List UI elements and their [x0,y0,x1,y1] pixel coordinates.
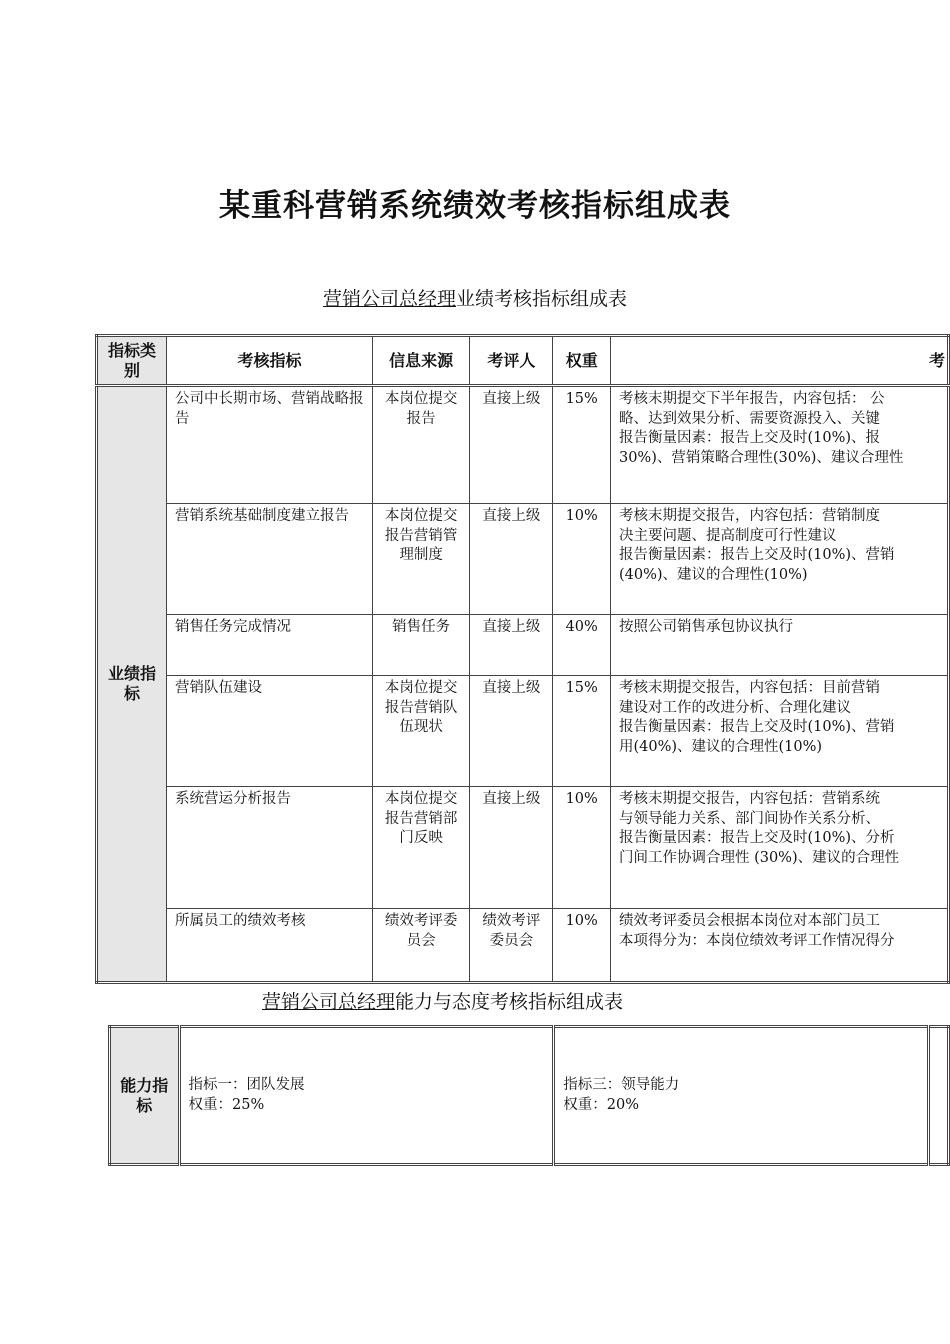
source-cell: 绩效考评委员会 [373,909,470,983]
source-cell: 本岗位提交报告营销管理制度 [373,504,470,615]
ability-name: 指标三：领导能力 [563,1077,680,1093]
table-row [97,615,949,676]
table1-subtitle-role: 营销公司总经理 [322,288,456,310]
ability-cell-2 [554,1027,929,1165]
indicator-cell: 营销系统基础制度建立报告 [166,504,372,615]
evaluator-cell: 直接上级 [470,504,553,615]
header-evaluator: 考评人 [470,336,553,386]
detail-line: 报告衡量因素：报告上交及时(10%)、营销 [618,719,895,735]
detail-line: 考核末期提交报告，内容包括：目前营销 [618,680,880,696]
evaluator-cell: 直接上级 [470,676,553,787]
table-row [97,787,949,909]
evaluator-cell: 直接上级 [470,386,553,504]
detail-line: 报告衡量因素：报告上交及时(10%)、营销 [618,547,895,563]
table-row [110,1027,949,1165]
table2-subtitle [262,987,623,1014]
weight-cell: 15% [553,676,611,787]
header-weight: 权重 [553,336,611,386]
category-cell: 能力指标 [110,1027,180,1165]
weight-cell: 10% [553,909,611,983]
performance-indicator-table [95,334,950,984]
indicator-cell: 系统营运分析报告 [166,787,372,909]
detail-line: 略、达到效果分析、需要资源投入、关键 [618,410,880,427]
table2-subtitle-role: 营销公司总经理 [262,991,396,1013]
detail-line: 考核末期提交报告，内容包括：营销系统 [618,791,880,807]
table-header-row [97,336,949,386]
detail-cell [610,909,948,983]
detail-line: 建设对工作的改进分析、合理化建议 [618,699,851,716]
weight-cell: 15% [553,386,611,504]
category-cell: 业绩指标 [97,386,167,983]
table-row [97,386,949,504]
header-source: 信息来源 [373,336,470,386]
indicator-cell: 所属员工的绩效考核 [166,909,372,983]
ability-weight: 权重：20% [563,1096,639,1113]
detail-line: 报告衡量因素：报告上交及时(10%)、报 [618,430,881,446]
indicator-cell: 销售任务完成情况 [166,615,372,676]
detail-cell [610,504,948,615]
detail-cell [610,615,948,676]
header-category: 指标类别 [97,336,167,386]
detail-line: 与领导能力关系、部门间协作关系分析、 [618,810,880,827]
detail-line: 本项得分为：本岗位绩效考评工作情况得分 [618,932,895,949]
detail-line: 决主要问题、提高制度可行性建议 [618,527,837,544]
source-cell: 本岗位提交报告营销部门反映 [373,787,470,909]
weight-cell: 10% [553,504,611,615]
detail-line: 考核末期提交下半年报告，内容包括： 公 [618,391,885,407]
evaluator-cell: 绩效考评委员会 [470,909,553,983]
table1-subtitle [0,284,950,311]
table-row [97,676,949,787]
table-row [97,909,949,983]
document-title: 某重科营销系统绩效考核指标组成表 [219,188,731,224]
ability-weight: 权重：25% [188,1096,265,1113]
header-indicator: 考核指标 [166,336,372,386]
detail-line: (40%)、建议的合理性(10%) [618,566,808,583]
evaluator-cell: 直接上级 [470,615,553,676]
weight-cell: 40% [553,615,611,676]
detail-cell [610,676,948,787]
ability-name: 指标一：团队发展 [188,1077,305,1093]
source-cell: 本岗位提交报告营销队伍现状 [373,676,470,787]
indicator-cell: 公司中长期市场、营销战略报告 [166,386,372,504]
table-row [97,504,949,615]
table2-subtitle-rest: 能力与态度考核指标组成表 [395,991,624,1013]
detail-line: 按照公司销售承包协议执行 [618,619,793,635]
indicator-cell: 营销队伍建设 [166,676,372,787]
detail-line: 用(40%)、建议的合理性(10%) [618,738,823,755]
detail-line: 30%)、营销策略合理性(30%)、建议合理性 [618,449,904,466]
detail-line: 绩效考评委员会根据本岗位对本部门员工 [618,913,880,929]
ability-indicator-table [108,1025,950,1166]
detail-line: 报告衡量因素：报告上交及时(10%)、分析 [618,830,895,846]
weight-cell: 10% [553,787,611,909]
source-cell: 销售任务 [373,615,470,676]
detail-line: 门间工作协调合理性 (30%)、建议的合理性 [618,849,900,866]
source-cell: 本岗位提交报告 [373,386,470,504]
header-detail: 考 [610,336,948,386]
ability-cell-3 [928,1027,948,1165]
ability-cell-1 [179,1027,554,1165]
evaluator-cell: 直接上级 [470,787,553,909]
table1-subtitle-rest: 业绩考核指标组成表 [456,288,628,310]
detail-cell [610,386,948,504]
detail-line: 考核末期提交报告，内容包括：营销制度 [618,508,880,524]
detail-cell [610,787,948,909]
